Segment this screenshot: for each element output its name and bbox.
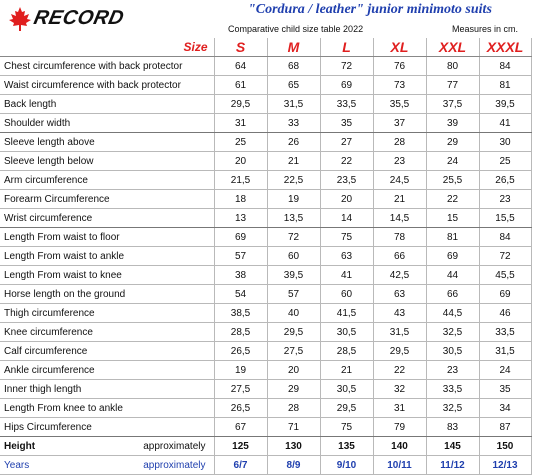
table-cell: 39 xyxy=(426,114,479,133)
table-row xyxy=(0,247,531,266)
table-row xyxy=(0,342,531,361)
table-cell: 28 xyxy=(267,399,320,418)
table-cell: 41 xyxy=(479,114,531,133)
table-cell: 43 xyxy=(373,304,426,323)
table-cell: 13,5 xyxy=(267,209,320,228)
table-cell: 23 xyxy=(426,361,479,380)
table-cell: 38,5 xyxy=(214,304,267,323)
table-cell: 61 xyxy=(214,76,267,95)
size-column-header: XL xyxy=(373,38,426,57)
table-cell: 69 xyxy=(320,76,373,95)
table-cell: 84 xyxy=(479,228,531,247)
table-cell: 14 xyxy=(320,209,373,228)
table-cell: 19 xyxy=(214,361,267,380)
height-label-wrap xyxy=(4,441,214,452)
years-row xyxy=(0,456,531,475)
table-cell: 38 xyxy=(214,266,267,285)
table-cell: 135 xyxy=(320,437,373,456)
table-cell: 27,5 xyxy=(267,342,320,361)
table-cell: 24 xyxy=(479,361,531,380)
table-cell: 33 xyxy=(267,114,320,133)
row-label: Chest circumference with back protector xyxy=(0,57,214,76)
table-cell: 31 xyxy=(373,399,426,418)
table-cell: 39,5 xyxy=(267,266,320,285)
table-row xyxy=(0,285,531,304)
table-cell: 20 xyxy=(320,190,373,209)
table-cell: 13 xyxy=(214,209,267,228)
table-cell: 29,5 xyxy=(373,342,426,361)
table-cell: 15 xyxy=(426,209,479,228)
table-cell: 12/13 xyxy=(479,456,531,475)
table-cell: 25 xyxy=(214,133,267,152)
table-cell: 26,5 xyxy=(214,342,267,361)
table-cell: 41,5 xyxy=(320,304,373,323)
table-cell: 9/10 xyxy=(320,456,373,475)
table-cell: 32,5 xyxy=(426,323,479,342)
table-cell: 29,5 xyxy=(320,399,373,418)
table-cell: 79 xyxy=(373,418,426,437)
table-cell: 65 xyxy=(267,76,320,95)
row-label: Horse length on the ground xyxy=(0,285,214,304)
table-cell: 145 xyxy=(426,437,479,456)
table-cell: 84 xyxy=(479,57,531,76)
years-label-cell xyxy=(0,456,214,475)
table-row xyxy=(0,304,531,323)
size-column-header: L xyxy=(320,38,373,57)
table-cell: 35 xyxy=(479,380,531,399)
table-cell: 75 xyxy=(320,228,373,247)
row-label: Inner thigh length xyxy=(0,380,214,399)
row-label: Forearm Circumference xyxy=(0,190,214,209)
row-label: Arm circumference xyxy=(0,171,214,190)
table-cell: 22,5 xyxy=(267,171,320,190)
table-cell: 30,5 xyxy=(426,342,479,361)
table-cell: 77 xyxy=(426,76,479,95)
table-cell: 71 xyxy=(267,418,320,437)
table-row xyxy=(0,95,531,114)
table-cell: 78 xyxy=(373,228,426,247)
table-cell: 31,5 xyxy=(373,323,426,342)
table-row xyxy=(0,418,531,437)
row-label: Sleeve length below xyxy=(0,152,214,171)
table-row xyxy=(0,323,531,342)
table-cell: 20 xyxy=(267,361,320,380)
row-label: Length From waist to knee xyxy=(0,266,214,285)
size-label: Size xyxy=(0,38,214,57)
table-cell: 69 xyxy=(479,285,531,304)
table-row xyxy=(0,114,531,133)
table-cell: 26,5 xyxy=(214,399,267,418)
table-cell: 33,5 xyxy=(320,95,373,114)
table-cell: 72 xyxy=(479,247,531,266)
table-cell: 34 xyxy=(479,399,531,418)
table-cell: 8/9 xyxy=(267,456,320,475)
height-label: Height xyxy=(4,440,36,452)
table-cell: 11/12 xyxy=(426,456,479,475)
row-label: Length From knee to ankle xyxy=(0,399,214,418)
size-header-row xyxy=(0,38,531,57)
table-cell: 31,5 xyxy=(267,95,320,114)
table-cell: 44,5 xyxy=(426,304,479,323)
page-title: "Cordura / leather" junior minimoto suits xyxy=(248,2,492,17)
table-cell: 25,5 xyxy=(426,171,479,190)
table-cell: 30 xyxy=(479,133,531,152)
table-cell: 33,5 xyxy=(479,323,531,342)
row-label: Calf circumference xyxy=(0,342,214,361)
table-cell: 63 xyxy=(373,285,426,304)
table-cell: 68 xyxy=(267,57,320,76)
table-cell: 41 xyxy=(320,266,373,285)
table-cell: 14,5 xyxy=(373,209,426,228)
table-cell: 29,5 xyxy=(214,95,267,114)
table-cell: 22 xyxy=(373,361,426,380)
table-cell: 32,5 xyxy=(426,399,479,418)
table-cell: 57 xyxy=(267,285,320,304)
table-cell: 69 xyxy=(426,247,479,266)
table-cell: 21 xyxy=(267,152,320,171)
table-cell: 10/11 xyxy=(373,456,426,475)
row-label: Waist circumference with back protector xyxy=(0,76,214,95)
table-cell: 24,5 xyxy=(373,171,426,190)
row-label: Wrist circumference xyxy=(0,209,214,228)
table-cell: 42,5 xyxy=(373,266,426,285)
table-cell: 35 xyxy=(320,114,373,133)
height-qualifier: approximately xyxy=(143,440,206,452)
row-label: Knee circumference xyxy=(0,323,214,342)
table-cell: 75 xyxy=(320,418,373,437)
table-cell: 26,5 xyxy=(479,171,531,190)
table-row xyxy=(0,380,531,399)
table-cell: 22 xyxy=(426,190,479,209)
table-cell: 37,5 xyxy=(426,95,479,114)
row-label: Ankle circumference xyxy=(0,361,214,380)
table-cell: 28 xyxy=(373,133,426,152)
height-label-cell xyxy=(0,437,214,456)
table-cell: 72 xyxy=(320,57,373,76)
table-row xyxy=(0,152,531,171)
years-qualifier: approximately xyxy=(143,459,206,471)
table-cell: 21 xyxy=(320,361,373,380)
table-cell: 54 xyxy=(214,285,267,304)
table-row xyxy=(0,266,531,285)
table-row xyxy=(0,57,531,76)
table-cell: 26 xyxy=(267,133,320,152)
size-table xyxy=(0,38,532,475)
table-cell: 23 xyxy=(479,190,531,209)
table-cell: 28,5 xyxy=(320,342,373,361)
table-cell: 37 xyxy=(373,114,426,133)
table-cell: 150 xyxy=(479,437,531,456)
table-cell: 140 xyxy=(373,437,426,456)
table-cell: 73 xyxy=(373,76,426,95)
table-row xyxy=(0,190,531,209)
size-column-header: M xyxy=(267,38,320,57)
table-row xyxy=(0,171,531,190)
table-row xyxy=(0,76,531,95)
table-cell: 60 xyxy=(267,247,320,266)
table-cell: 125 xyxy=(214,437,267,456)
table-cell: 57 xyxy=(214,247,267,266)
table-cell: 35,5 xyxy=(373,95,426,114)
table-cell: 66 xyxy=(373,247,426,266)
size-column-header: XXL xyxy=(426,38,479,57)
table-cell: 45,5 xyxy=(479,266,531,285)
table-cell: 81 xyxy=(479,76,531,95)
table-row xyxy=(0,209,531,228)
table-cell: 31,5 xyxy=(479,342,531,361)
table-cell: 27,5 xyxy=(214,380,267,399)
table-cell: 21,5 xyxy=(214,171,267,190)
table-cell: 27 xyxy=(320,133,373,152)
maple-leaf-icon xyxy=(8,4,32,34)
years-label: Years xyxy=(4,459,30,471)
measures-note: Measures in cm. xyxy=(452,24,519,34)
table-cell: 23 xyxy=(373,152,426,171)
table-cell: 24 xyxy=(426,152,479,171)
table-cell: 44 xyxy=(426,266,479,285)
table-cell: 23,5 xyxy=(320,171,373,190)
table-cell: 60 xyxy=(320,285,373,304)
table-cell: 67 xyxy=(214,418,267,437)
years-label-wrap xyxy=(4,460,214,471)
table-cell: 29,5 xyxy=(267,323,320,342)
table-cell: 6/7 xyxy=(214,456,267,475)
table-cell: 18 xyxy=(214,190,267,209)
header xyxy=(0,0,535,40)
row-label: Length From waist to floor xyxy=(0,228,214,247)
page-subtitle: Comparative child size table 2022 xyxy=(228,24,364,34)
table-row xyxy=(0,399,531,418)
table-cell: 32 xyxy=(373,380,426,399)
table-cell: 130 xyxy=(267,437,320,456)
table-cell: 66 xyxy=(426,285,479,304)
table-cell: 33,5 xyxy=(426,380,479,399)
height-row xyxy=(0,437,531,456)
table-row xyxy=(0,228,531,247)
size-column-header: S xyxy=(214,38,267,57)
table-cell: 69 xyxy=(214,228,267,247)
row-label: Back length xyxy=(0,95,214,114)
table-row xyxy=(0,361,531,380)
row-label: Sleeve length above xyxy=(0,133,214,152)
table-cell: 29 xyxy=(267,380,320,399)
table-cell: 81 xyxy=(426,228,479,247)
row-label: Length From waist to ankle xyxy=(0,247,214,266)
table-cell: 87 xyxy=(479,418,531,437)
table-cell: 20 xyxy=(214,152,267,171)
row-label: Hips Circumference xyxy=(0,418,214,437)
table-cell: 29 xyxy=(426,133,479,152)
table-cell: 19 xyxy=(267,190,320,209)
table-cell: 22 xyxy=(320,152,373,171)
table-cell: 28,5 xyxy=(214,323,267,342)
table-cell: 39,5 xyxy=(479,95,531,114)
size-column-header: XXXL xyxy=(479,38,531,57)
table-cell: 30,5 xyxy=(320,323,373,342)
row-label: Thigh circumference xyxy=(0,304,214,323)
table-cell: 40 xyxy=(267,304,320,323)
table-cell: 30,5 xyxy=(320,380,373,399)
table-cell: 21 xyxy=(373,190,426,209)
table-cell: 15,5 xyxy=(479,209,531,228)
table-cell: 31 xyxy=(214,114,267,133)
table-cell: 63 xyxy=(320,247,373,266)
table-cell: 72 xyxy=(267,228,320,247)
table-cell: 46 xyxy=(479,304,531,323)
table-cell: 64 xyxy=(214,57,267,76)
table-cell: 83 xyxy=(426,418,479,437)
table-cell: 76 xyxy=(373,57,426,76)
table-cell: 80 xyxy=(426,57,479,76)
table-cell: 25 xyxy=(479,152,531,171)
brand-logo-text: RECORD xyxy=(31,7,127,29)
row-label: Shoulder width xyxy=(0,114,214,133)
table-row xyxy=(0,133,531,152)
